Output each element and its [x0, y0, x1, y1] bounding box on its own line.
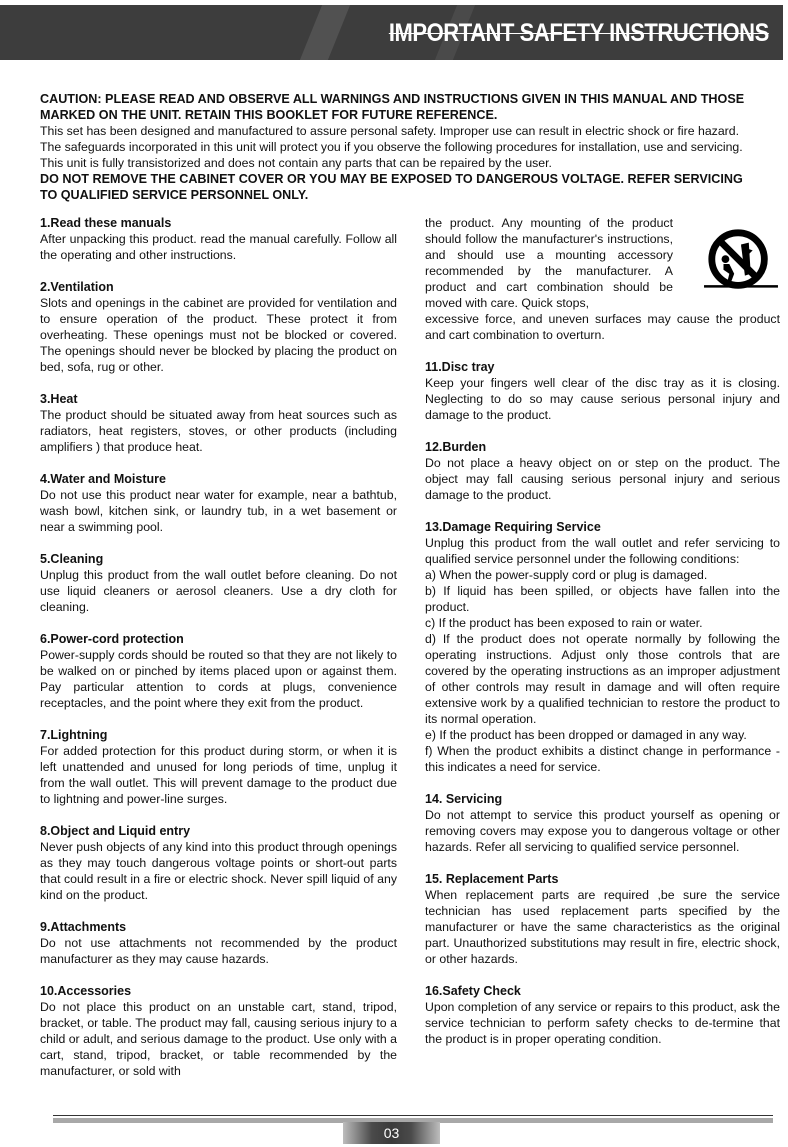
condition-item: e) If the product has been dropped or damaged in any way. — [425, 728, 747, 742]
section-attachments — [40, 919, 397, 967]
page-title: IMPORTANT SAFETY INSTRUCTIONS — [389, 19, 769, 47]
section-body: the product. Any mounting of the product should follow the manufacturer's instructions, and should use a mounting accessory recommended by the manufacturer. A product and cart combination should be moved with care. Quick stops, — [425, 216, 673, 310]
section-safety-check — [425, 983, 780, 1047]
section-read-manuals — [40, 215, 397, 263]
decorative-slash — [294, 5, 354, 60]
caution-text: CAUTION: PLEASE READ AND OBSERVE ALL WARNINGS AND INSTRUCTIONS GIVEN IN THIS MANUAL AND THOSE MARKED ON THE UNIT. RETAIN THIS BOOKLET FOR FUTURE REFERENCE. — [40, 92, 745, 122]
section-body: After unpacking this product. read the manual carefully. Follow all the operating and other instructions. — [40, 232, 397, 262]
section-accessories-continued — [425, 215, 780, 343]
section-body: Do not use attachments not recommended by the product manufacturer as they may cause hazards. — [40, 936, 397, 966]
section-body: Do not place a heavy object on or step on the product. The object may fall causing serious personal injury and serious damage to the product. — [425, 456, 780, 502]
page-number: 03 — [343, 1122, 440, 1144]
left-column — [40, 215, 397, 1095]
section-title: 16.Safety Check — [425, 984, 521, 998]
section-cleaning — [40, 551, 397, 615]
section-ventilation — [40, 279, 397, 375]
section-body: Keep your fingers well clear of the disc tray as it is closing. Neglecting to do so may cause serious personal injury and damage to the product. — [425, 376, 780, 422]
section-heat — [40, 391, 397, 455]
condition-item: a) When the power-supply cord or plug is damaged. — [425, 568, 708, 582]
section-body: The product should be situated away from heat sources such as radiators, heat registers, stoves, or other products (including amplifiers ) that produce heat. — [40, 408, 397, 454]
section-title: 7.Lightning — [40, 728, 108, 742]
section-title: 9.Attachments — [40, 920, 127, 934]
section-replacement-parts — [425, 871, 780, 967]
section-title: 2.Ventilation — [40, 280, 114, 294]
footer-divider — [53, 1115, 773, 1116]
section-body: Slots and openings in the cabinet are provided for ventilation and to ensure operation of the product. These protect it from overheating. These openings must not be blocked or covered. The openings should never be blocked by placing the product on bed, sofa, rug or other. — [40, 296, 397, 374]
condition-item: b) If liquid has been spilled, or objects have fallen into the product. — [425, 584, 780, 614]
intro-body: This set has been designed and manufactured to assure personal safety. Improper use can result in electric shock or fire hazard. The safeguards incorporated in this unit will protect you if you observe the following procedures for installation, use and servicing. This unit is fully transistorized and does not contain any parts that can be repaired by the user. — [40, 124, 743, 170]
section-title: 12.Burden — [425, 440, 487, 454]
section-body: Unplug this product from the wall outlet before cleaning. Do not use liquid cleaners or aerosol cleaners. Use a dry cloth for cleaning. — [40, 568, 397, 614]
section-body: Do not attempt to service this product yourself as opening or removing covers may expose you to dangerous voltage or other hazards. Refer all servicing to qualified service personnel. — [425, 808, 780, 854]
section-body: Power-supply cords should be routed so that they are not likely to be walked on or pinched by items placed upon or against them. Pay particular attention to cords at plugs, convenience receptacles, and the point where they exit from the product. — [40, 648, 397, 710]
right-column — [425, 215, 780, 1063]
header-band — [0, 5, 783, 60]
cart-warning-wrap — [425, 215, 780, 311]
section-title: 4.Water and Moisture — [40, 472, 166, 486]
section-title: 3.Heat — [40, 392, 78, 406]
section-water-moisture — [40, 471, 397, 535]
section-title: 6.Power-cord protection — [40, 632, 184, 646]
condition-item: d) If the product does not operate normally by following the operating instructions. Adjust only those controls that are covered by the operating instructions as an improper adjustment of other controls may result in damage and will often require extensive work by a qualified technician to restore the product to its normal operation. — [425, 632, 780, 726]
section-object-liquid — [40, 823, 397, 903]
section-title: 15. Replacement Parts — [425, 872, 559, 886]
section-body: Unplug this product from the wall outlet and refer servicing to qualified service personnel under the following conditions: — [425, 536, 780, 566]
section-body: Never push objects of any kind into this product through openings as they may touch dangerous voltage points or short-out parts that could result in a fire or electric shock. Never spill liquid of any kind on the product. — [40, 840, 397, 902]
section-title: 1.Read these manuals — [40, 216, 172, 230]
section-power-cord — [40, 631, 397, 711]
section-title: 11.Disc tray — [425, 360, 495, 374]
section-title: 10.Accessories — [40, 984, 132, 998]
section-disc-tray — [425, 359, 780, 423]
no-cart-tipover-icon — [702, 227, 780, 299]
section-burden — [425, 439, 780, 503]
section-body: Do not use this product near water for example, near a bathtub, wash bowl, kitchen sink, or laundry tub, in a wet basement or near a swimming pool. — [40, 488, 397, 534]
section-title: 13.Damage Requiring Service — [425, 520, 601, 534]
section-title: 14. Servicing — [425, 792, 503, 806]
section-accessories — [40, 983, 397, 1079]
section-body: For added protection for this product during storm, or when it is left unattended and unused for long periods of time, unplug it from the wall outlet. This will prevent damage to the product due to lightning and power-line surges. — [40, 744, 397, 806]
section-title: 8.Object and Liquid entry — [40, 824, 191, 838]
section-body: Upon completion of any service or repairs to this product, ask the service technician to perform safety checks to de-termine that the product is in proper operating condition. — [425, 1000, 780, 1046]
warning-text: DO NOT REMOVE THE CABINET COVER OR YOU MAY BE EXPOSED TO DANGEROUS VOLTAGE. REFER SERVICING TO QUALIFIED SERVICE PERSONNEL ONLY. — [40, 172, 743, 202]
section-body: Do not place this product on an unstable cart, stand, tripod, bracket, or table. The product may fall, causing serious injury to a child or adult, and serious damage to the product. Use only with a cart, stand, tripod, bracket, or table recommended by the manufacturer, or sold with — [40, 1000, 397, 1078]
intro-block — [40, 91, 760, 203]
section-body: When replacement parts are required ,be sure the service technician has used replacement parts specified by the manufacturer or have the same characteristics as the original part. Unauthorized substitutions may result in fire, electric shock, or other hazards. — [425, 888, 780, 966]
section-lightning — [40, 727, 397, 807]
section-title: 5.Cleaning — [40, 552, 104, 566]
section-servicing — [425, 791, 780, 855]
section-damage-service — [425, 519, 780, 775]
condition-item: c) If the product has been exposed to rain or water. — [425, 616, 703, 630]
section-body: excessive force, and uneven surfaces may cause the product and cart combination to overturn. — [425, 312, 780, 342]
condition-item: f) When the product exhibits a distinct change in performance - this indicates a need for service. — [425, 744, 780, 774]
